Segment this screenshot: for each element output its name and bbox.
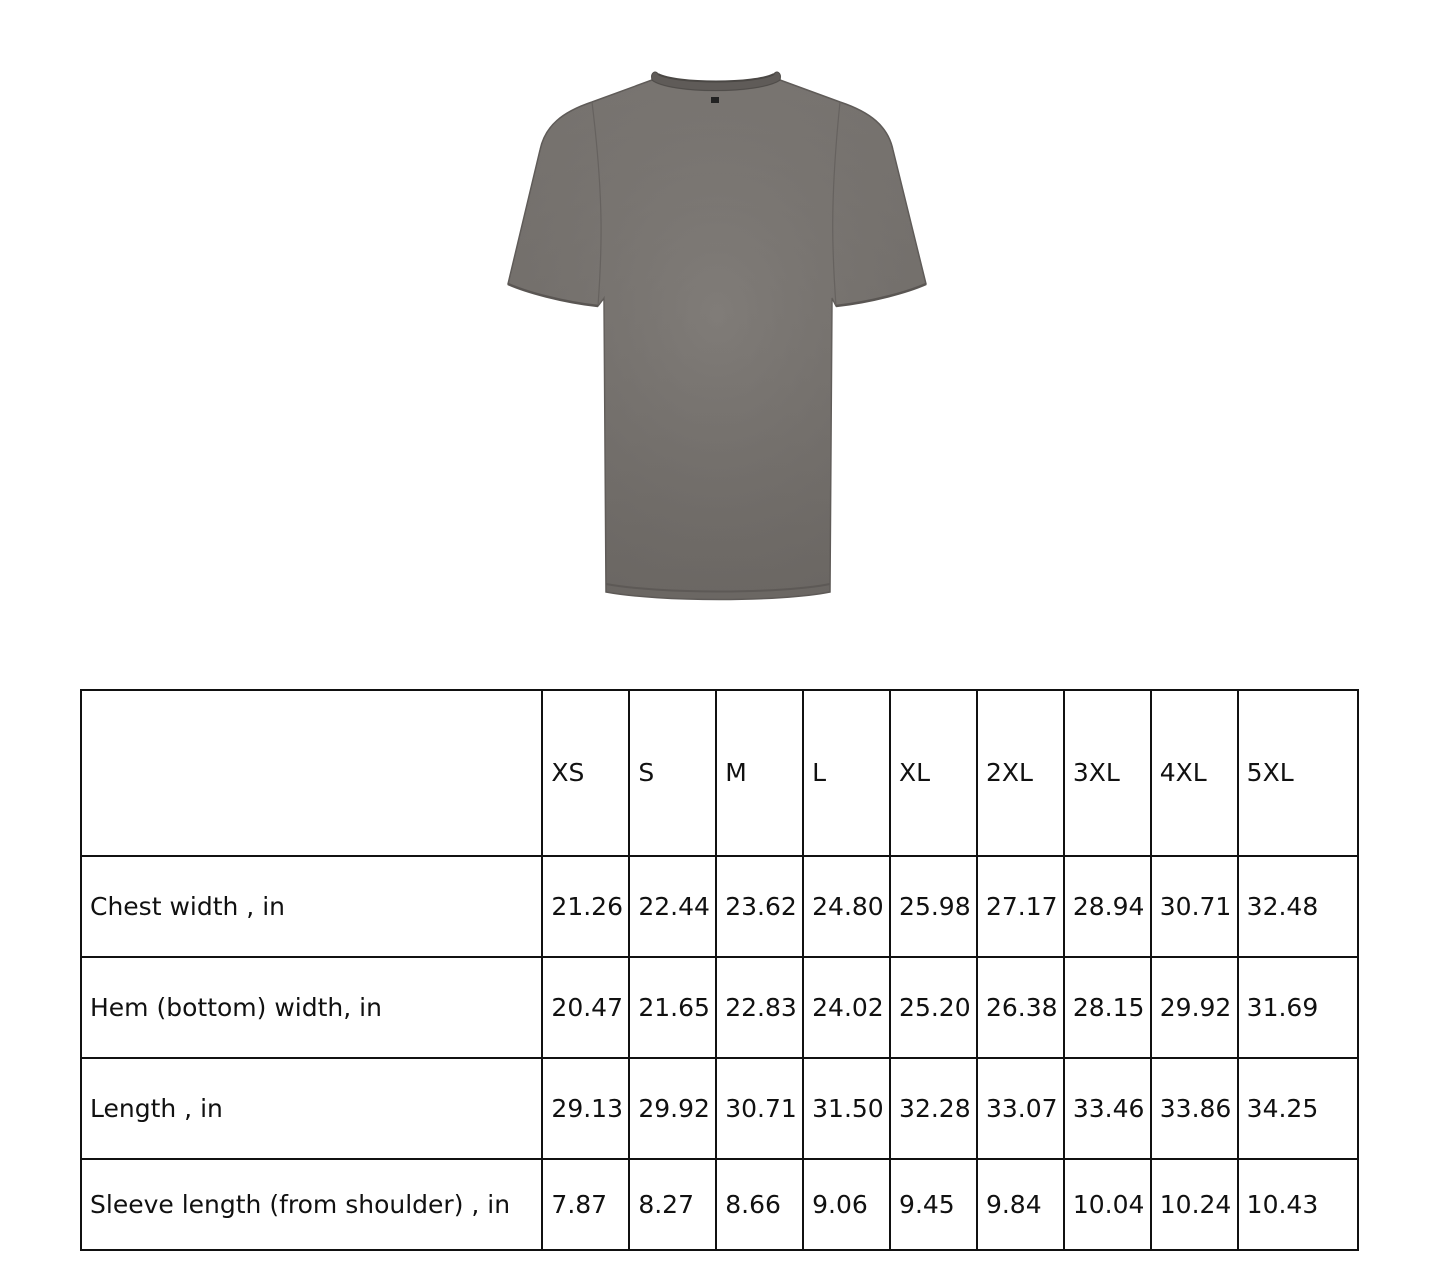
table-cell: 28.15 [1064, 957, 1151, 1058]
size-header-3xl: 3XL [1064, 690, 1151, 856]
table-cell: 25.20 [890, 957, 977, 1058]
header-empty-cell [81, 690, 542, 856]
size-chart-table [80, 689, 1359, 1251]
table-cell: 28.94 [1064, 856, 1151, 957]
table-cell: 22.44 [629, 856, 716, 957]
size-header-row [81, 690, 1358, 856]
table-cell: 9.45 [890, 1159, 977, 1250]
table-cell: 34.25 [1238, 1058, 1358, 1159]
table-cell: 32.48 [1238, 856, 1358, 957]
table-row-hem-width [81, 957, 1358, 1058]
row-label: Length , in [81, 1058, 542, 1159]
table-cell: 33.86 [1151, 1058, 1238, 1159]
table-cell: 9.06 [803, 1159, 890, 1250]
table-cell: 7.87 [542, 1159, 629, 1250]
table-cell: 9.84 [977, 1159, 1064, 1250]
table-cell: 31.69 [1238, 957, 1358, 1058]
table-cell: 20.47 [542, 957, 629, 1058]
table-cell: 27.17 [977, 856, 1064, 957]
table-row-chest-width [81, 856, 1358, 957]
table-row-sleeve-length [81, 1159, 1358, 1250]
size-header-5xl: 5XL [1238, 690, 1358, 856]
tshirt-icon [500, 70, 932, 602]
size-header-xl: XL [890, 690, 977, 856]
table-cell: 24.02 [803, 957, 890, 1058]
table-cell: 30.71 [716, 1058, 803, 1159]
table-cell: 10.04 [1064, 1159, 1151, 1250]
size-header-s: S [629, 690, 716, 856]
size-header-2xl: 2XL [977, 690, 1064, 856]
size-header-xs: XS [542, 690, 629, 856]
table-cell: 10.24 [1151, 1159, 1238, 1250]
table-cell: 8.27 [629, 1159, 716, 1250]
table-cell: 24.80 [803, 856, 890, 957]
table-cell: 33.46 [1064, 1058, 1151, 1159]
row-label: Hem (bottom) width, in [81, 957, 542, 1058]
size-header-4xl: 4XL [1151, 690, 1238, 856]
table-cell: 29.13 [542, 1058, 629, 1159]
table-cell: 33.07 [977, 1058, 1064, 1159]
size-header-l: L [803, 690, 890, 856]
table-cell: 22.83 [716, 957, 803, 1058]
table-row-length [81, 1058, 1358, 1159]
table-cell: 23.62 [716, 856, 803, 957]
table-cell: 29.92 [629, 1058, 716, 1159]
row-label: Chest width , in [81, 856, 542, 957]
table-cell: 21.26 [542, 856, 629, 957]
table-cell: 29.92 [1151, 957, 1238, 1058]
product-image [500, 70, 932, 602]
table-cell: 31.50 [803, 1058, 890, 1159]
table-cell: 32.28 [890, 1058, 977, 1159]
table-cell: 8.66 [716, 1159, 803, 1250]
row-label: Sleeve length (from shoulder) , in [81, 1159, 542, 1250]
table-cell: 10.43 [1238, 1159, 1358, 1250]
table-cell: 26.38 [977, 957, 1064, 1058]
table-cell: 25.98 [890, 856, 977, 957]
size-header-m: M [716, 690, 803, 856]
table-cell: 21.65 [629, 957, 716, 1058]
table-cell: 30.71 [1151, 856, 1238, 957]
